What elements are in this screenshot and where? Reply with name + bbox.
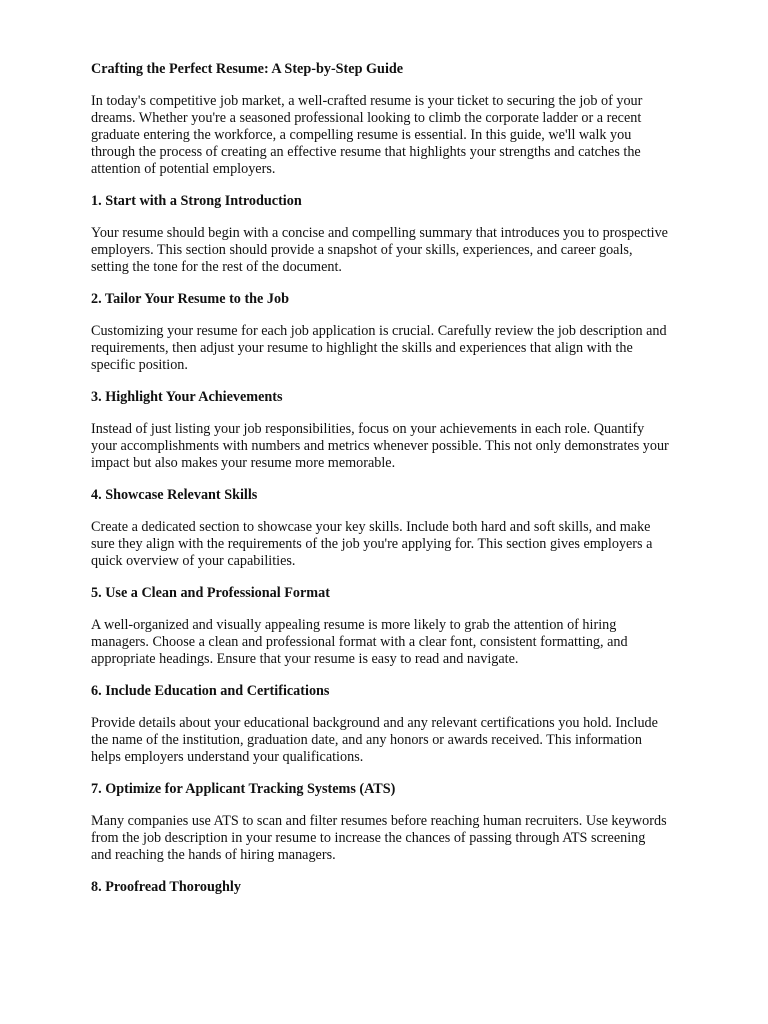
paragraph-line: the name of the institution, graduation date, and any honors or awards received. This information [91,732,642,748]
section-heading-1: 1. Start with a Strong Introduction [91,193,302,209]
paragraph-line: dreams. Whether you're a seasoned professional looking to climb the corporate ladder or a recent [91,110,642,126]
paragraph-line: appropriate headings. Ensure that your resume is easy to read and navigate. [91,651,519,667]
paragraph-line: your accomplishments with numbers and metrics whenever possible. This not only demonstrates your [91,438,669,454]
section-paragraph-7 [91,813,731,864]
section-heading-4: 4. Showcase Relevant Skills [91,487,258,503]
section-heading-8: 8. Proofread Thoroughly [91,879,241,895]
section-paragraph-3 [91,421,731,472]
document-title: Crafting the Perfect Resume: A Step-by-Step Guide [91,61,404,77]
paragraph-line: and reaching the hands of hiring managers. [91,847,336,863]
paragraph-line: requirements, then adjust your resume to highlight the skills and experiences that align with the [91,340,633,356]
section-heading-6: 6. Include Education and Certifications [91,683,330,699]
paragraph-line: quick overview of your capabilities. [91,553,296,569]
section-paragraph-5 [91,617,731,668]
intro-paragraph [91,93,731,178]
paragraph-line: helps employers understand your qualifications. [91,749,364,765]
section-paragraph-6 [91,715,731,766]
paragraph-line: impact but also makes your resume more memorable. [91,455,396,471]
paragraph-line: Create a dedicated section to showcase your key skills. Include both hard and soft skills, and make [91,519,651,535]
section-heading-2: 2. Tailor Your Resume to the Job [91,291,289,307]
paragraph-line: from the job description in your resume to increase the chances of passing through ATS screening [91,830,646,846]
paragraph-line: Customizing your resume for each job application is crucial. Carefully review the job description and [91,323,667,339]
paragraph-line: setting the tone for the rest of the document. [91,259,342,275]
paragraph-line: Provide details about your educational background and any relevant certifications you hold. Include [91,715,658,731]
section-heading-7: 7. Optimize for Applicant Tracking Systems (ATS) [91,781,396,797]
document-page [91,61,731,911]
paragraph-line: managers. Choose a clean and professional format with a clear font, consistent formatting, and [91,634,628,650]
paragraph-line: Instead of just listing your job responsibilities, focus on your achievements in each role. Quantify [91,421,645,437]
paragraph-line: In today's competitive job market, a well-crafted resume is your ticket to securing the job of your [91,93,643,109]
paragraph-line: specific position. [91,357,188,373]
section-heading-5: 5. Use a Clean and Professional Format [91,585,330,601]
section-paragraph-4 [91,519,731,570]
paragraph-line: attention of potential employers. [91,161,276,177]
section-heading-3: 3. Highlight Your Achievements [91,389,283,405]
section-paragraph-2 [91,323,731,374]
paragraph-line: Your resume should begin with a concise and compelling summary that introduces you to prospective [91,225,668,241]
paragraph-line: employers. This section should provide a snapshot of your skills, experiences, and career goals, [91,242,633,258]
paragraph-line: Many companies use ATS to scan and filter resumes before reaching human recruiters. Use keywords [91,813,667,829]
paragraph-line: graduate entering the workforce, a compelling resume is essential. In this guide, we'll walk you [91,127,632,143]
paragraph-line: through the process of creating an effective resume that highlights your strengths and catches the [91,144,641,160]
section-paragraph-1 [91,225,731,276]
paragraph-line: A well-organized and visually appealing resume is more likely to grab the attention of hiring [91,617,617,633]
paragraph-line: sure they align with the requirements of the job you're applying for. This section gives employers a [91,536,653,552]
